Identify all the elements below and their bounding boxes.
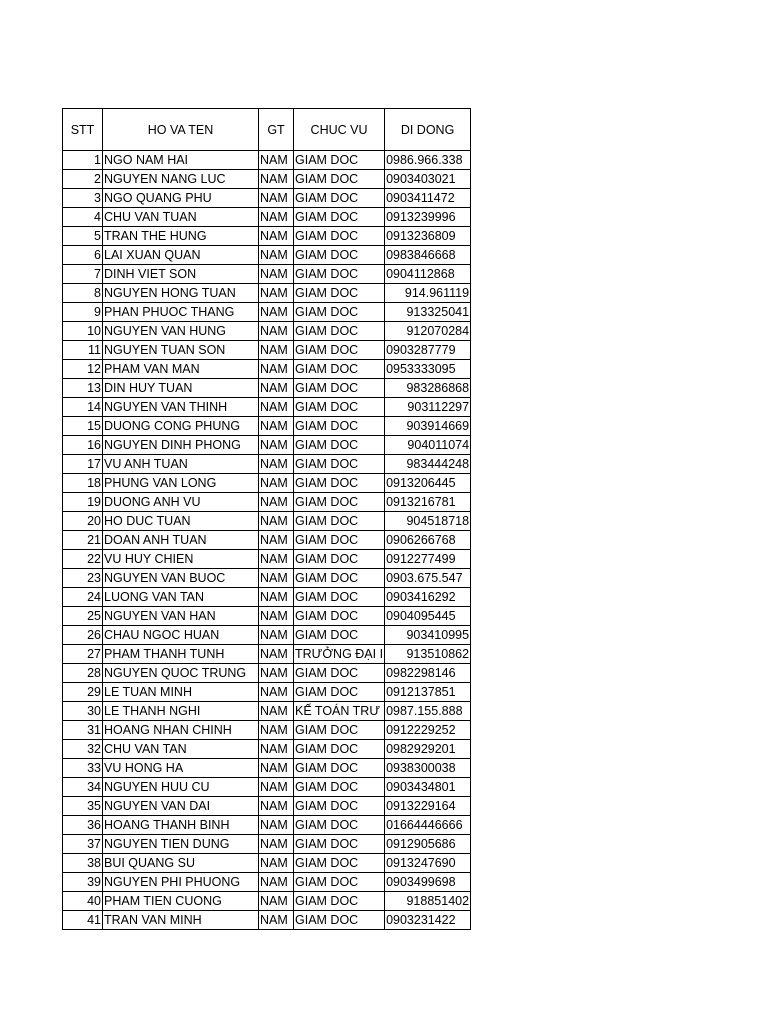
cell-stt: 28 [63, 664, 103, 683]
cell-name: PHAM VAN MAN [103, 360, 259, 379]
cell-mobile: 0903231422 [385, 911, 471, 930]
cell-mobile: 0912277499 [385, 550, 471, 569]
cell-position: GIAM DOC [294, 531, 385, 550]
cell-gender: NAM [259, 436, 294, 455]
cell-gender: NAM [259, 398, 294, 417]
cell-stt: 4 [63, 208, 103, 227]
cell-mobile: 0903416292 [385, 588, 471, 607]
cell-gender: NAM [259, 588, 294, 607]
cell-stt: 35 [63, 797, 103, 816]
cell-mobile: 0906266768 [385, 531, 471, 550]
table-row [63, 683, 471, 702]
table-row [63, 702, 471, 721]
table-row [63, 911, 471, 930]
cell-stt: 37 [63, 835, 103, 854]
cell-name: NGUYEN VAN THINH [103, 398, 259, 417]
cell-stt: 21 [63, 531, 103, 550]
cell-name: BUI QUANG SU [103, 854, 259, 873]
table-row [63, 759, 471, 778]
cell-position: GIAM DOC [294, 816, 385, 835]
cell-mobile: 914.961119 [385, 284, 471, 303]
cell-gender: NAM [259, 626, 294, 645]
cell-name: HOANG NHAN CHINH [103, 721, 259, 740]
cell-stt: 19 [63, 493, 103, 512]
table-row [63, 626, 471, 645]
cell-position: GIAM DOC [294, 493, 385, 512]
cell-gender: NAM [259, 607, 294, 626]
cell-gender: NAM [259, 816, 294, 835]
cell-position: GIAM DOC [294, 417, 385, 436]
cell-mobile: 0913206445 [385, 474, 471, 493]
cell-position: TRƯỞNG ĐẠI I [294, 645, 385, 664]
cell-name: NGUYEN HUU CU [103, 778, 259, 797]
table-row [63, 436, 471, 455]
cell-mobile: 0912229252 [385, 721, 471, 740]
cell-position: GIAM DOC [294, 588, 385, 607]
cell-position: GIAM DOC [294, 303, 385, 322]
cell-gender: NAM [259, 208, 294, 227]
table-row [63, 569, 471, 588]
table-row [63, 417, 471, 436]
cell-mobile: 01664446666 [385, 816, 471, 835]
cell-position: GIAM DOC [294, 569, 385, 588]
cell-gender: NAM [259, 303, 294, 322]
cell-mobile: 0903.675.547 [385, 569, 471, 588]
table-row [63, 550, 471, 569]
cell-gender: NAM [259, 512, 294, 531]
cell-stt: 13 [63, 379, 103, 398]
cell-position: GIAM DOC [294, 550, 385, 569]
cell-position: GIAM DOC [294, 284, 385, 303]
cell-gender: NAM [259, 265, 294, 284]
cell-stt: 3 [63, 189, 103, 208]
cell-name: VU HONG HA [103, 759, 259, 778]
cell-gender: NAM [259, 246, 294, 265]
cell-stt: 7 [63, 265, 103, 284]
table-row [63, 322, 471, 341]
cell-name: VU HUY CHIEN [103, 550, 259, 569]
cell-name: VU ANH TUAN [103, 455, 259, 474]
table-row [63, 189, 471, 208]
table-row [63, 854, 471, 873]
table-row [63, 797, 471, 816]
cell-gender: NAM [259, 550, 294, 569]
cell-name: NGUYEN DINH PHONG [103, 436, 259, 455]
cell-position: GIAM DOC [294, 246, 385, 265]
cell-position: GIAM DOC [294, 854, 385, 873]
cell-position: GIAM DOC [294, 512, 385, 531]
table-row [63, 455, 471, 474]
cell-stt: 6 [63, 246, 103, 265]
cell-mobile: 0912905686 [385, 835, 471, 854]
cell-gender: NAM [259, 854, 294, 873]
cell-name: CHU VAN TUAN [103, 208, 259, 227]
table-row [63, 816, 471, 835]
cell-mobile: 912070284 [385, 322, 471, 341]
cell-gender: NAM [259, 170, 294, 189]
contact-table [62, 108, 471, 930]
cell-mobile: 983286868 [385, 379, 471, 398]
table-row [63, 284, 471, 303]
cell-mobile: 983444248 [385, 455, 471, 474]
cell-mobile: 0983846668 [385, 246, 471, 265]
cell-mobile: 0913236809 [385, 227, 471, 246]
cell-position: GIAM DOC [294, 740, 385, 759]
cell-name: PHAN PHUOC THANG [103, 303, 259, 322]
header-stt: STT [63, 109, 103, 151]
cell-stt: 39 [63, 873, 103, 892]
cell-gender: NAM [259, 664, 294, 683]
table-row [63, 151, 471, 170]
cell-gender: NAM [259, 569, 294, 588]
cell-stt: 27 [63, 645, 103, 664]
table-row [63, 398, 471, 417]
cell-mobile: 0913247690 [385, 854, 471, 873]
cell-name: LAI XUAN QUAN [103, 246, 259, 265]
cell-position: GIAM DOC [294, 265, 385, 284]
cell-stt: 31 [63, 721, 103, 740]
cell-name: DUONG ANH VU [103, 493, 259, 512]
table-row [63, 588, 471, 607]
cell-gender: NAM [259, 227, 294, 246]
cell-stt: 9 [63, 303, 103, 322]
cell-position: GIAM DOC [294, 759, 385, 778]
cell-position: GIAM DOC [294, 341, 385, 360]
cell-mobile: 0903287779 [385, 341, 471, 360]
cell-position: GIAM DOC [294, 208, 385, 227]
cell-name: DIN HUY TUAN [103, 379, 259, 398]
cell-name: NGUYEN VAN BUOC [103, 569, 259, 588]
table-row [63, 379, 471, 398]
table-row [63, 873, 471, 892]
cell-mobile: 0938300038 [385, 759, 471, 778]
header-row [63, 109, 471, 151]
cell-position: GIAM DOC [294, 664, 385, 683]
cell-gender: NAM [259, 379, 294, 398]
table-row [63, 512, 471, 531]
cell-position: GIAM DOC [294, 911, 385, 930]
table-row [63, 493, 471, 512]
cell-name: HO DUC TUAN [103, 512, 259, 531]
table-row [63, 721, 471, 740]
cell-gender: NAM [259, 911, 294, 930]
cell-position: GIAM DOC [294, 322, 385, 341]
cell-gender: NAM [259, 892, 294, 911]
cell-name: NGO NAM HAI [103, 151, 259, 170]
cell-mobile: 913510862 [385, 645, 471, 664]
cell-mobile: 0903411472 [385, 189, 471, 208]
cell-name: HOANG THANH BINH [103, 816, 259, 835]
cell-position: GIAM DOC [294, 474, 385, 493]
cell-gender: NAM [259, 873, 294, 892]
cell-gender: NAM [259, 189, 294, 208]
cell-position: GIAM DOC [294, 778, 385, 797]
cell-stt: 25 [63, 607, 103, 626]
cell-stt: 23 [63, 569, 103, 588]
cell-gender: NAM [259, 360, 294, 379]
cell-gender: NAM [259, 759, 294, 778]
cell-mobile: 0953333095 [385, 360, 471, 379]
cell-stt: 24 [63, 588, 103, 607]
cell-name: NGUYEN TUAN SON [103, 341, 259, 360]
cell-name: LE THANH NGHI [103, 702, 259, 721]
cell-position: GIAM DOC [294, 626, 385, 645]
table-row [63, 607, 471, 626]
cell-stt: 16 [63, 436, 103, 455]
table-row [63, 835, 471, 854]
cell-stt: 11 [63, 341, 103, 360]
cell-position: GIAM DOC [294, 189, 385, 208]
cell-name: TRAN THE HUNG [103, 227, 259, 246]
cell-mobile: 903410995 [385, 626, 471, 645]
cell-gender: NAM [259, 493, 294, 512]
cell-stt: 32 [63, 740, 103, 759]
cell-mobile: 0986.966.338 [385, 151, 471, 170]
cell-name: NGUYEN QUOC TRUNG [103, 664, 259, 683]
table-row [63, 778, 471, 797]
cell-name: PHUNG VAN LONG [103, 474, 259, 493]
cell-name: LUONG VAN TAN [103, 588, 259, 607]
cell-name: DUONG CONG PHUNG [103, 417, 259, 436]
table-row [63, 341, 471, 360]
cell-stt: 14 [63, 398, 103, 417]
cell-stt: 5 [63, 227, 103, 246]
cell-position: GIAM DOC [294, 170, 385, 189]
cell-gender: NAM [259, 151, 294, 170]
cell-gender: NAM [259, 645, 294, 664]
cell-name: PHAM TIEN CUONG [103, 892, 259, 911]
cell-gender: NAM [259, 455, 294, 474]
table-row [63, 892, 471, 911]
table-row [63, 170, 471, 189]
cell-mobile: 904518718 [385, 512, 471, 531]
cell-stt: 15 [63, 417, 103, 436]
cell-stt: 17 [63, 455, 103, 474]
table-row [63, 531, 471, 550]
cell-gender: NAM [259, 341, 294, 360]
table-row [63, 474, 471, 493]
cell-name: CHU VAN TAN [103, 740, 259, 759]
cell-stt: 34 [63, 778, 103, 797]
cell-mobile: 918851402 [385, 892, 471, 911]
cell-name: NGUYEN TIEN DUNG [103, 835, 259, 854]
cell-position: GIAM DOC [294, 227, 385, 246]
cell-stt: 22 [63, 550, 103, 569]
cell-stt: 29 [63, 683, 103, 702]
cell-name: NGUYEN PHI PHUONG [103, 873, 259, 892]
table-row [63, 227, 471, 246]
cell-position: GIAM DOC [294, 721, 385, 740]
cell-mobile: 0987.155.888 [385, 702, 471, 721]
cell-position: GIAM DOC [294, 151, 385, 170]
cell-name: NGUYEN NANG LUC [103, 170, 259, 189]
cell-mobile: 0982298146 [385, 664, 471, 683]
cell-mobile: 0912137851 [385, 683, 471, 702]
cell-gender: NAM [259, 683, 294, 702]
cell-position: KẾ TOÁN TRƯ [294, 702, 385, 721]
cell-stt: 41 [63, 911, 103, 930]
cell-stt: 12 [63, 360, 103, 379]
cell-stt: 20 [63, 512, 103, 531]
cell-name: DOAN ANH TUAN [103, 531, 259, 550]
cell-position: GIAM DOC [294, 892, 385, 911]
cell-mobile: 903112297 [385, 398, 471, 417]
cell-stt: 18 [63, 474, 103, 493]
cell-gender: NAM [259, 284, 294, 303]
table-row [63, 664, 471, 683]
cell-name: PHAM THANH TUNH [103, 645, 259, 664]
cell-stt: 36 [63, 816, 103, 835]
cell-position: GIAM DOC [294, 683, 385, 702]
cell-position: GIAM DOC [294, 607, 385, 626]
cell-name: NGO QUANG PHU [103, 189, 259, 208]
cell-mobile: 0913229164 [385, 797, 471, 816]
cell-position: GIAM DOC [294, 455, 385, 474]
cell-gender: NAM [259, 531, 294, 550]
cell-mobile: 0904095445 [385, 607, 471, 626]
cell-mobile: 0904112868 [385, 265, 471, 284]
cell-name: CHAU NGOC HUAN [103, 626, 259, 645]
cell-name: NGUYEN VAN HUNG [103, 322, 259, 341]
cell-stt: 2 [63, 170, 103, 189]
table-row [63, 740, 471, 759]
cell-name: LE TUAN MINH [103, 683, 259, 702]
cell-name: DINH VIET SON [103, 265, 259, 284]
cell-gender: NAM [259, 417, 294, 436]
cell-name: NGUYEN VAN DAI [103, 797, 259, 816]
cell-stt: 8 [63, 284, 103, 303]
header-position: CHUC VU [294, 109, 385, 151]
table-row [63, 360, 471, 379]
cell-position: GIAM DOC [294, 379, 385, 398]
cell-stt: 10 [63, 322, 103, 341]
table-body [63, 151, 471, 930]
cell-stt: 33 [63, 759, 103, 778]
cell-stt: 1 [63, 151, 103, 170]
cell-stt: 40 [63, 892, 103, 911]
cell-position: GIAM DOC [294, 873, 385, 892]
cell-gender: NAM [259, 721, 294, 740]
cell-name: NGUYEN VAN HAN [103, 607, 259, 626]
cell-mobile: 903914669 [385, 417, 471, 436]
cell-position: GIAM DOC [294, 797, 385, 816]
cell-mobile: 0903434801 [385, 778, 471, 797]
cell-gender: NAM [259, 702, 294, 721]
cell-gender: NAM [259, 740, 294, 759]
cell-gender: NAM [259, 474, 294, 493]
table-row [63, 645, 471, 664]
cell-position: GIAM DOC [294, 835, 385, 854]
cell-mobile: 0913239996 [385, 208, 471, 227]
header-gender: GT [259, 109, 294, 151]
cell-stt: 38 [63, 854, 103, 873]
cell-stt: 30 [63, 702, 103, 721]
cell-gender: NAM [259, 797, 294, 816]
header-mobile: DI DONG [385, 109, 471, 151]
cell-mobile: 0903403021 [385, 170, 471, 189]
cell-mobile: 0903499698 [385, 873, 471, 892]
cell-mobile: 904011074 [385, 436, 471, 455]
header-name: HO VA TEN [103, 109, 259, 151]
cell-mobile: 0982929201 [385, 740, 471, 759]
table-row [63, 265, 471, 284]
cell-name: NGUYEN HONG TUAN [103, 284, 259, 303]
cell-mobile: 913325041 [385, 303, 471, 322]
cell-gender: NAM [259, 835, 294, 854]
table-row [63, 246, 471, 265]
cell-gender: NAM [259, 322, 294, 341]
cell-position: GIAM DOC [294, 360, 385, 379]
cell-gender: NAM [259, 778, 294, 797]
cell-name: TRAN VAN MINH [103, 911, 259, 930]
table-row [63, 208, 471, 227]
cell-position: GIAM DOC [294, 398, 385, 417]
cell-position: GIAM DOC [294, 436, 385, 455]
cell-stt: 26 [63, 626, 103, 645]
table-row [63, 303, 471, 322]
cell-mobile: 0913216781 [385, 493, 471, 512]
